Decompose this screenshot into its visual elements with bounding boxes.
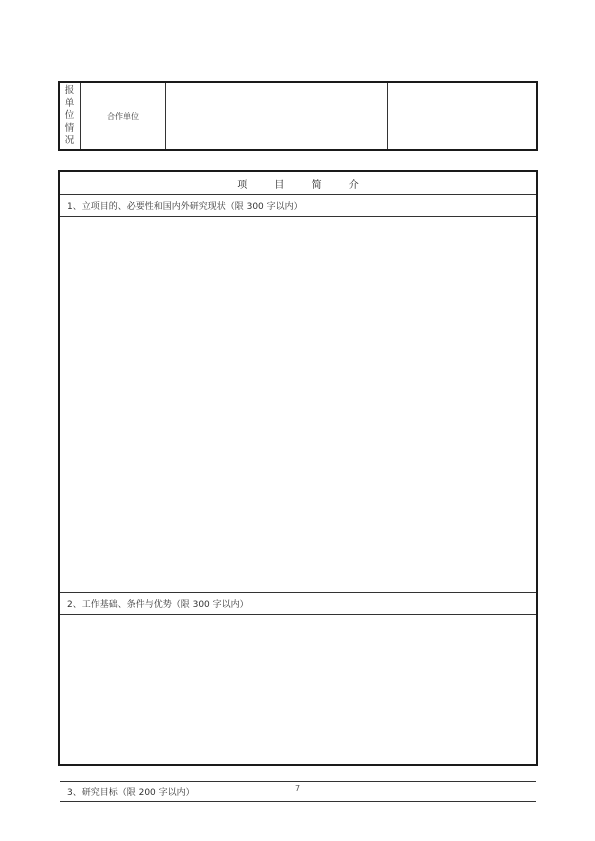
partner-label: 合作单位 (107, 111, 139, 121)
section-2-header (60, 593, 536, 615)
summary-title: 项 目 简 介 (237, 179, 371, 191)
section-3-label: 3、研究目标（限 200 字以内） (67, 788, 195, 798)
section-2-label: 2、工作基础、条件与优势（限 300 字以内） (67, 600, 249, 610)
vertical-label-cell (60, 83, 81, 149)
section-1-content-field[interactable] (60, 217, 536, 593)
vertical-char: 报 (64, 85, 75, 96)
partner-label-cell (81, 83, 166, 149)
section-1-label: 1、立项目的、必要性和国内外研究现状（限 300 字以内） (67, 202, 303, 212)
vertical-char: 情 (64, 122, 75, 134)
section-2-content-field[interactable] (60, 615, 536, 782)
partner-value-field[interactable] (166, 83, 388, 149)
vertical-char: 况 (64, 135, 75, 146)
vertical-char: 位 (64, 110, 75, 121)
unit-info-table (58, 81, 538, 151)
vertical-char: 单 (64, 97, 75, 109)
extra-value-field[interactable] (388, 83, 536, 149)
project-summary-table (58, 170, 538, 798)
page-number: 7 (294, 784, 301, 793)
section-1-header (60, 195, 536, 217)
vertical-label (60, 85, 79, 148)
summary-title-row (60, 172, 536, 195)
